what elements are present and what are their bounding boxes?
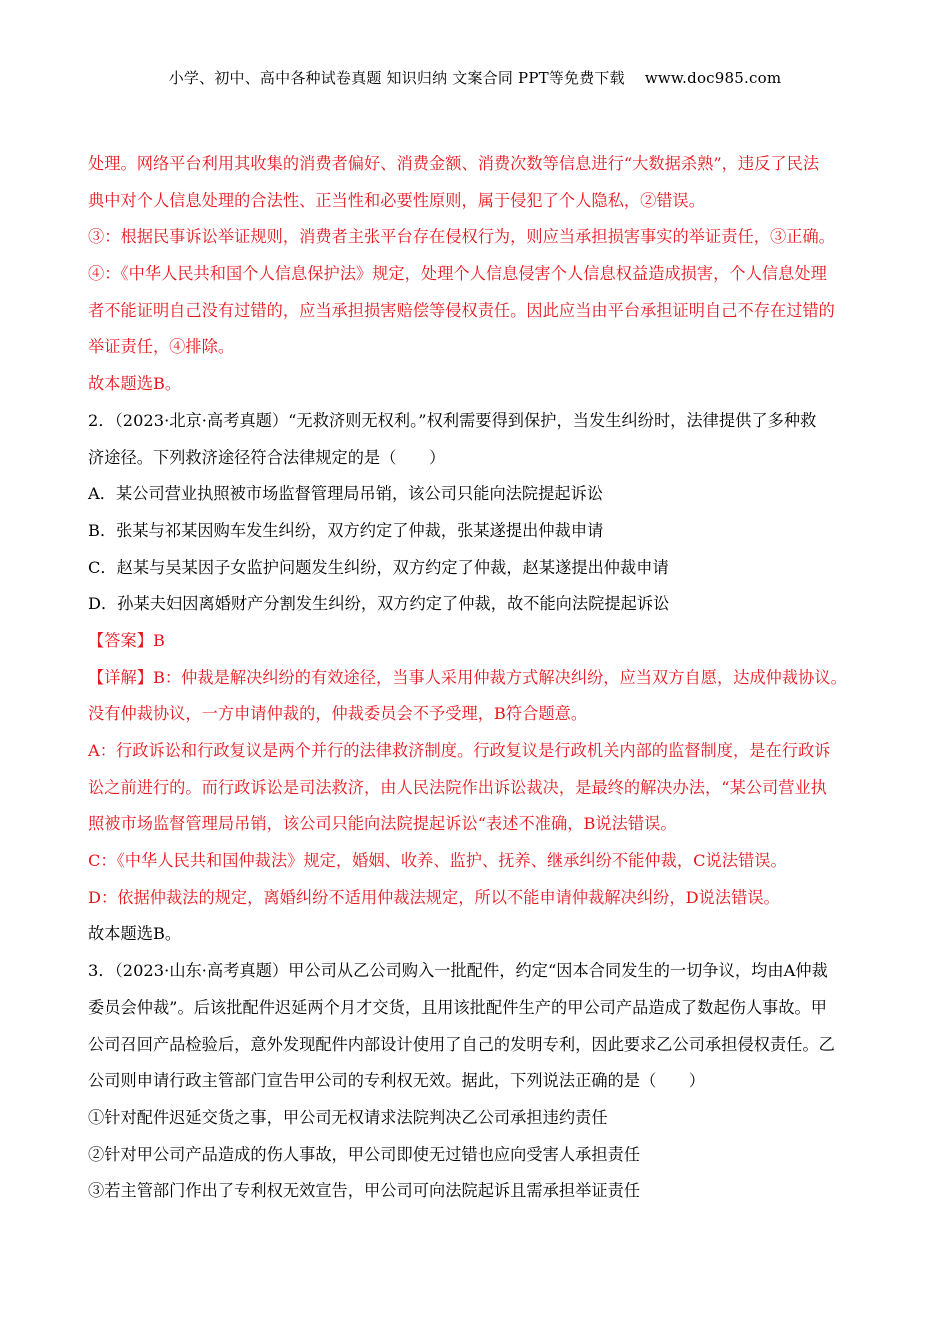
option-b: B．张某与祁某因购车发生纠纷，双方约定了仲裁，张某遂提出仲裁申请 (88, 520, 604, 540)
explanation-line: 没有仲裁协议，一方申请仲裁的，仲裁委员会不予受理，B符合题意。 (88, 704, 588, 724)
explanation-line: 讼之前进行的。而行政诉讼是司法救济，由人民法院作出诉讼裁决，是最终的解决办法，“某公司营业执 (88, 777, 828, 797)
explanation-line: 【详解】B：仲裁是解决纠纷的有效途径，当事人采用仲裁方式解决纠纷，应当双方自愿，达成仲裁协议。 (88, 667, 847, 687)
explanation-line: A：行政诉讼和行政复议是两个并行的法律救济制度。行政复议是行政机关内部的监督制度，是在行政诉 (88, 741, 831, 760)
option-a: A．某公司营业执照被市场监督管理局吊销，该公司只能向法院提起诉讼 (88, 484, 604, 504)
document-body (88, 153, 870, 1217)
question-3-stem: 委员会仲裁”。后该批配件迟延两个月才交货，且用该批配件生产的甲公司产品造成了数起伤人事故。甲 (88, 997, 828, 1017)
text-line: ④：《中华人民共和国个人信息保护法》规定，处理个人信息侵害个人信息权益造成损害，个人信息处理 (88, 264, 827, 284)
text-line: 处理。网络平台利用其收集的消费者偏好、消费金额、消费次数等信息进行“大数据杀熟”，违反了民法 (88, 154, 820, 173)
text-line: ③：根据民事诉讼举证规则，消费者主张平台存在侵权行为，则应当承担损害事实的举证责任，③正确。 (88, 227, 835, 247)
question-2-stem: 济途径。下列救济途径符合法律规定的是（ ） (88, 447, 446, 467)
explanation-line: C：《中华人民共和国仲裁法》规定，婚姻、收养、监护、抚养、继承纠纷不能仲裁，C说法错误。 (88, 851, 787, 871)
explanation-line: 照被市场监督管理局吊销，该公司只能向法院提起诉讼“表述不准确，B说法错误。 (88, 814, 677, 834)
question-3-stem: 公司则申请行政主管部门宣告甲公司的专利权无效。据此，下列说法正确的是（ ） (88, 1071, 706, 1091)
text-line: 举证责任，④排除。 (88, 337, 235, 357)
question-3-stem: 3．（2023·山东·高考真题）甲公司从乙公司购入一批配件，约定“因本合同发生的一切争议，均由A仲裁 (88, 961, 828, 981)
question-2-stem: 2．（2023·北京·高考真题）“无救济则无权利。”权利需要得到保护，当发生纠纷时，法律提供了多种救 (88, 410, 817, 430)
conclusion-line: 故本题选B。 (88, 924, 182, 944)
statement-2: ②针对甲公司产品造成的伤人事故，甲公司即使无过错也应向受害人承担责任 (88, 1144, 641, 1164)
header-text: 小学、初中、高中各种试卷真题 知识归纳 文案合同 PPT等免费下载 (168, 69, 625, 87)
header-site-link[interactable]: www.doc985.com (644, 69, 782, 87)
answer-line: 【答案】B (88, 630, 165, 650)
page-header (0, 67, 950, 89)
text-line: 故本题选B。 (88, 374, 182, 394)
text-line: 者不能证明自己没有过错的，应当承担损害赔偿等侵权责任。因此应当由平台承担证明自己不存在过错的 (88, 300, 835, 320)
question-3-stem: 公司召回产品检验后，意外发现配件内部设计使用了自己的发明专利，因此要求乙公司承担侵权责任。乙 (88, 1034, 835, 1054)
option-c: C．赵某与吴某因子女监护问题发生纠纷，双方约定了仲裁，赵某遂提出仲裁申请 (88, 557, 669, 577)
statement-1: ①针对配件迟延交货之事，甲公司无权请求法院判决乙公司承担违约责任 (88, 1107, 608, 1127)
text-line: 典中对个人信息处理的合法性、正当性和必要性原则，属于侵犯了个人隐私，②错误。 (88, 190, 706, 210)
explanation-line: D：依据仲裁法的规定，离婚纠纷不适用仲裁法规定，所以不能申请仲裁解决纠纷，D说法错误。 (88, 887, 780, 907)
option-d: D．孙某夫妇因离婚财产分割发生纠纷，双方约定了仲裁，故不能向法院提起诉讼 (88, 594, 670, 614)
statement-3: ③若主管部门作出了专利权无效宣告，甲公司可向法院起诉且需承担举证责任 (88, 1181, 641, 1201)
